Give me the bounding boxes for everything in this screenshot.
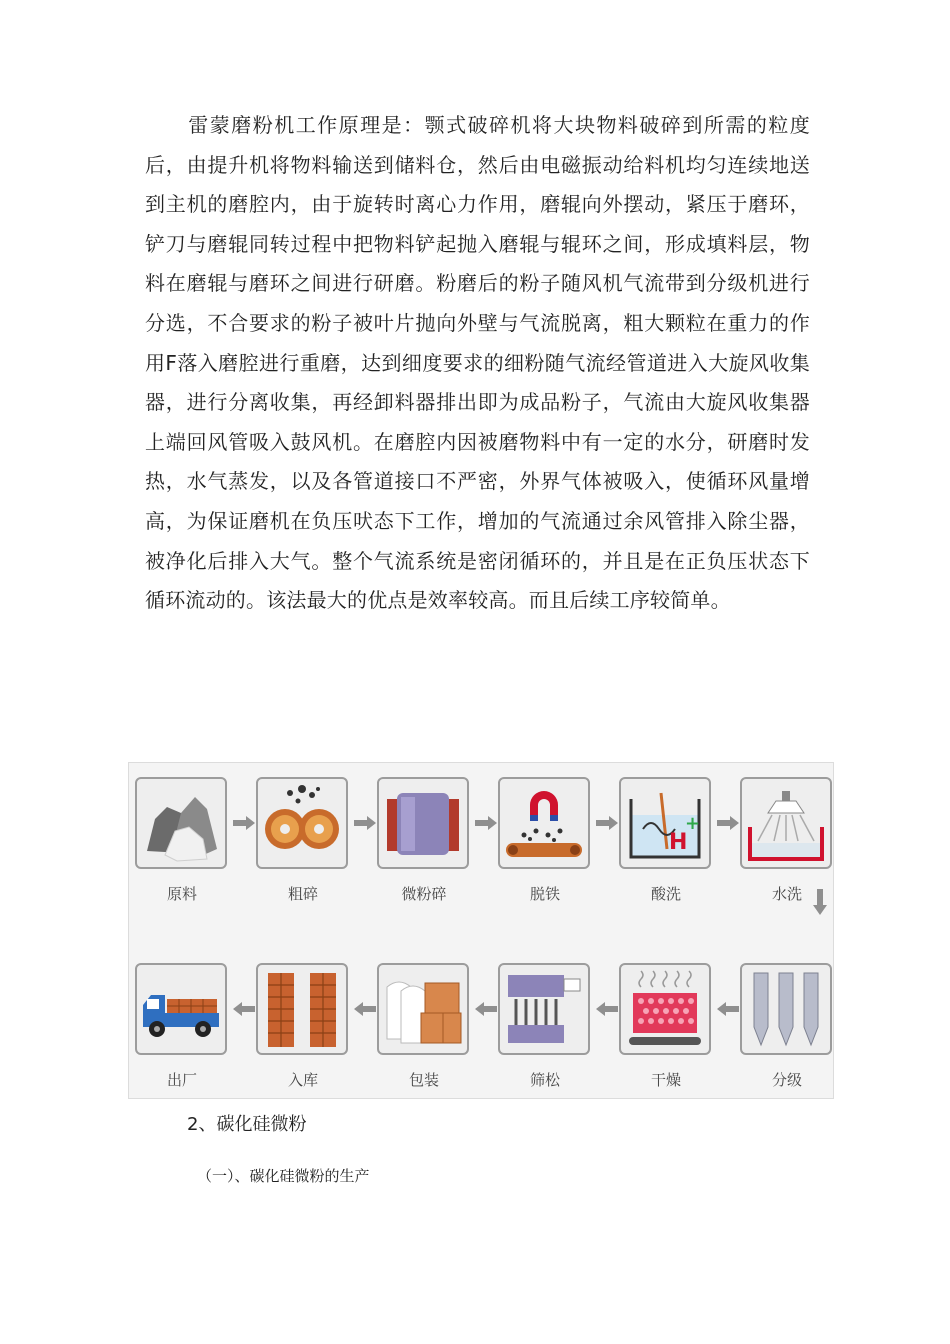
flow-arrow-down — [813, 889, 827, 915]
step-label: 粗碎 — [287, 885, 318, 903]
classifier-icon — [740, 963, 832, 1055]
step-label: 出厂 — [166, 1071, 197, 1089]
magnet-icon — [498, 777, 590, 869]
step-dry — [619, 963, 713, 1090]
paragraph-text: 雷蒙磨粉机工作原理是：颚式破碎机将大块物料破碎到所需的粒度后，由提升机将物料输送到储料仓，然后由电磁振动给料机均匀连续地送到主机的磨腔内，由于旋转时离心力作用，磨辊向外摆动，紧压于磨环，铲刀与磨辊同转过程中把物料铲起抛入磨辊与辊环之间，形成填料层，物料在磨辊与磨环之间进行研磨。粉磨后的粉子随风机气流带到分级机进行分选，不合要求的粉子被叶片抛向外壁与气流脱离，粗大颗粒在重力的作用F落入磨腔进行重磨，达到细度要求的细粉随气流经管道进入大旋风收集器，进行分离收集，再经卸料器排出即为成品粉子，气流由大旋风收集器上端回风管吸入鼓风机。在磨腔内因被磨物料中有一定的水分，研磨时发热，水气蒸发，以及各管道接口不严密，外界气体被吸入，使循环风量增高，为保证磨机在负压吠态下工作，增加的气流通过余风管排入除尘器，被净化后排入大气。整个气流系统是密闭循环的，并且是在正负压状态下循环流动的。该法最大的优点是效率较高。而且后续工序较简单。 — [145, 113, 810, 613]
shower-icon — [740, 777, 832, 869]
flow-arrow-left — [475, 1002, 497, 1016]
truck-icon — [135, 963, 227, 1055]
step-packaging — [377, 963, 471, 1090]
step-warehouse — [256, 963, 350, 1090]
flow-arrow-left — [354, 1002, 376, 1016]
step-coarse-crush — [256, 777, 350, 904]
sieve-machine-icon — [498, 963, 590, 1055]
step-label: 水洗 — [771, 885, 802, 903]
subsection-heading: （一）、碳化硅微粉的生产 — [197, 1167, 370, 1185]
flow-arrow-left — [233, 1002, 255, 1016]
step-label: 微粉碎 — [401, 885, 447, 903]
step-water-wash — [740, 777, 834, 904]
acid-tank-icon — [619, 777, 711, 869]
svg-text:H: H — [669, 830, 688, 855]
flow-arrow-right — [596, 816, 618, 830]
flow-arrow-right — [354, 816, 376, 830]
brick-stacks-icon — [256, 963, 348, 1055]
ball-mill-icon — [377, 777, 469, 869]
step-label: 酸洗 — [650, 885, 681, 903]
svg-text:+: + — [685, 813, 701, 834]
step-classify — [740, 963, 834, 1090]
step-label: 筛松 — [529, 1071, 560, 1089]
body-paragraph — [145, 106, 810, 621]
step-label: 干燥 — [650, 1071, 681, 1089]
packaging-icon — [377, 963, 469, 1055]
step-label: 入库 — [287, 1071, 318, 1089]
flow-arrow-right — [717, 816, 739, 830]
step-label: 原料 — [166, 885, 197, 903]
raw-material-icon — [135, 777, 227, 869]
step-acid-wash — [619, 777, 713, 904]
gears-icon — [256, 777, 348, 869]
flow-arrow-right — [233, 816, 255, 830]
step-micro-grind — [377, 777, 471, 904]
step-label: 脱铁 — [529, 885, 560, 903]
flow-arrow-left — [596, 1002, 618, 1016]
step-label: 分级 — [771, 1071, 802, 1089]
step-iron-removal — [498, 777, 592, 904]
flow-arrow-left — [717, 1002, 739, 1016]
step-label: 包装 — [408, 1071, 439, 1089]
step-sieve — [498, 963, 592, 1090]
dryer-icon — [619, 963, 711, 1055]
section-heading: 2、碳化硅微粉 — [187, 1114, 307, 1135]
step-raw-material — [135, 777, 229, 904]
process-flow-diagram — [128, 762, 834, 1099]
flow-arrow-right — [475, 816, 497, 830]
step-ship — [135, 963, 229, 1090]
